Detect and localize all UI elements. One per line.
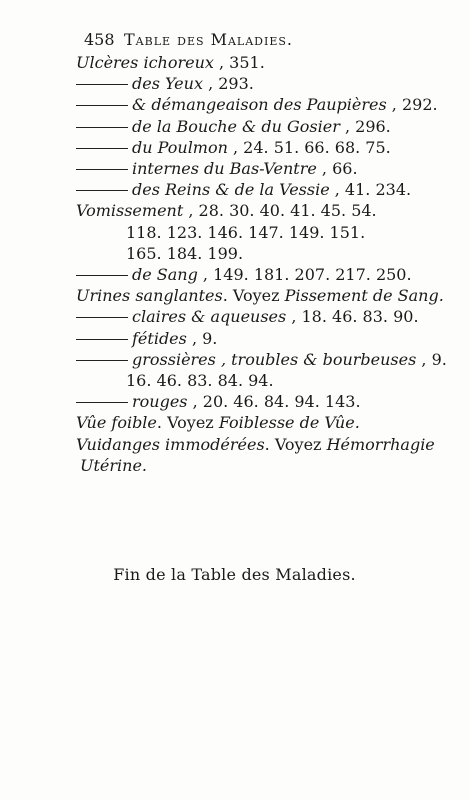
entry-text: rouges xyxy=(132,392,188,412)
index-subentry xyxy=(76,391,361,413)
index-subentry xyxy=(76,73,254,95)
entry-text: , 41. 234. xyxy=(329,180,412,200)
entry-text: 118. 123. 146. 147. 149. 151. xyxy=(126,222,366,242)
entry-text: claires & aqueuses xyxy=(132,307,287,327)
entry-text: Ulcères ichoreux xyxy=(76,53,214,72)
ditto-dash xyxy=(76,148,128,149)
index-subentry xyxy=(76,349,447,371)
ditto-dash xyxy=(76,402,128,403)
running-title: Table des Maladies. xyxy=(124,30,293,49)
ditto-dash xyxy=(76,360,128,361)
index-subentry xyxy=(76,264,412,286)
entry-text: Vomissement xyxy=(76,201,184,221)
entry-text: , 66. xyxy=(316,159,358,178)
entry-text: Urines sanglantes xyxy=(76,286,223,306)
ditto-dash xyxy=(76,127,128,128)
index-entry xyxy=(76,285,444,307)
entry-text: , 9. xyxy=(416,349,447,369)
entry-text: , 292. xyxy=(386,95,438,115)
index-subentry xyxy=(76,179,411,201)
entry-text: grossières , troubles & bourbeuses xyxy=(132,349,417,369)
entry-text: des Reins & de la Vessie xyxy=(132,180,330,200)
ditto-dash xyxy=(76,190,128,191)
entry-text: de Sang xyxy=(132,265,198,284)
entry-text: , 28. 30. 40. 41. 45. 54. xyxy=(183,201,377,221)
index-subentry xyxy=(76,328,217,350)
index-entry xyxy=(76,434,435,456)
entry-text: , 293. xyxy=(202,74,254,94)
index-entry xyxy=(76,200,377,222)
running-head xyxy=(84,30,384,49)
ditto-dash xyxy=(76,339,128,340)
entry-text: , 20. 46. 84. 94. 143. xyxy=(187,392,361,412)
index-continuation xyxy=(126,243,243,265)
entry-text: , 9. xyxy=(186,328,218,348)
index-subentry xyxy=(76,306,419,328)
index-continuation xyxy=(126,222,365,244)
index-entry xyxy=(76,412,360,434)
entry-text: , 296. xyxy=(339,116,391,136)
entry-text: 16. 46. 83. 84. 94. xyxy=(126,371,274,390)
entry-text: . Voyez xyxy=(156,413,219,433)
entry-text: fétides xyxy=(132,328,187,348)
entry-text: Foiblesse de Vûe. xyxy=(218,413,360,433)
index-entry xyxy=(76,52,265,74)
entry-text: Vuidanges immodérées xyxy=(76,434,265,454)
entry-text: . Voyez xyxy=(264,434,327,454)
end-note: Fin de la Table des Maladies. xyxy=(113,565,356,584)
entry-text: Vûe foible xyxy=(76,413,157,433)
index-subentry xyxy=(76,94,438,116)
ditto-dash xyxy=(76,84,128,85)
index-continuation xyxy=(126,370,274,392)
entry-text: , 351. xyxy=(213,53,265,72)
index-subentry xyxy=(76,158,358,180)
ditto-dash xyxy=(76,317,128,318)
index-continuation xyxy=(80,455,147,477)
index-subentry xyxy=(76,137,391,159)
index-subentry xyxy=(76,116,391,138)
ditto-dash xyxy=(76,275,128,276)
ditto-dash xyxy=(76,169,128,170)
ditto-dash xyxy=(76,105,128,106)
entry-text: Utérine. xyxy=(80,455,148,475)
entry-text: 165. 184. 199. xyxy=(126,243,244,263)
entry-text: de la Bouche & du Gosier xyxy=(132,116,340,136)
entry-text: , 18. 46. 83. 90. xyxy=(286,307,419,327)
entry-text: du Poulmon xyxy=(132,137,228,157)
entry-text: Hémorrhagie xyxy=(326,434,435,454)
entry-text: & démangeaison des Paupières xyxy=(132,95,387,115)
entry-text: internes du Bas-Ventre xyxy=(132,159,317,178)
entry-text: , 149. 181. 207. 217. 250. xyxy=(197,265,412,284)
entry-text: . Voyez xyxy=(222,286,285,306)
page-number: 458 xyxy=(84,30,115,49)
entry-text: des Yeux xyxy=(132,74,203,94)
entry-text: Pissement de Sang. xyxy=(284,286,444,306)
entry-text: , 24. 51. 66. 68. 75. xyxy=(227,137,391,157)
